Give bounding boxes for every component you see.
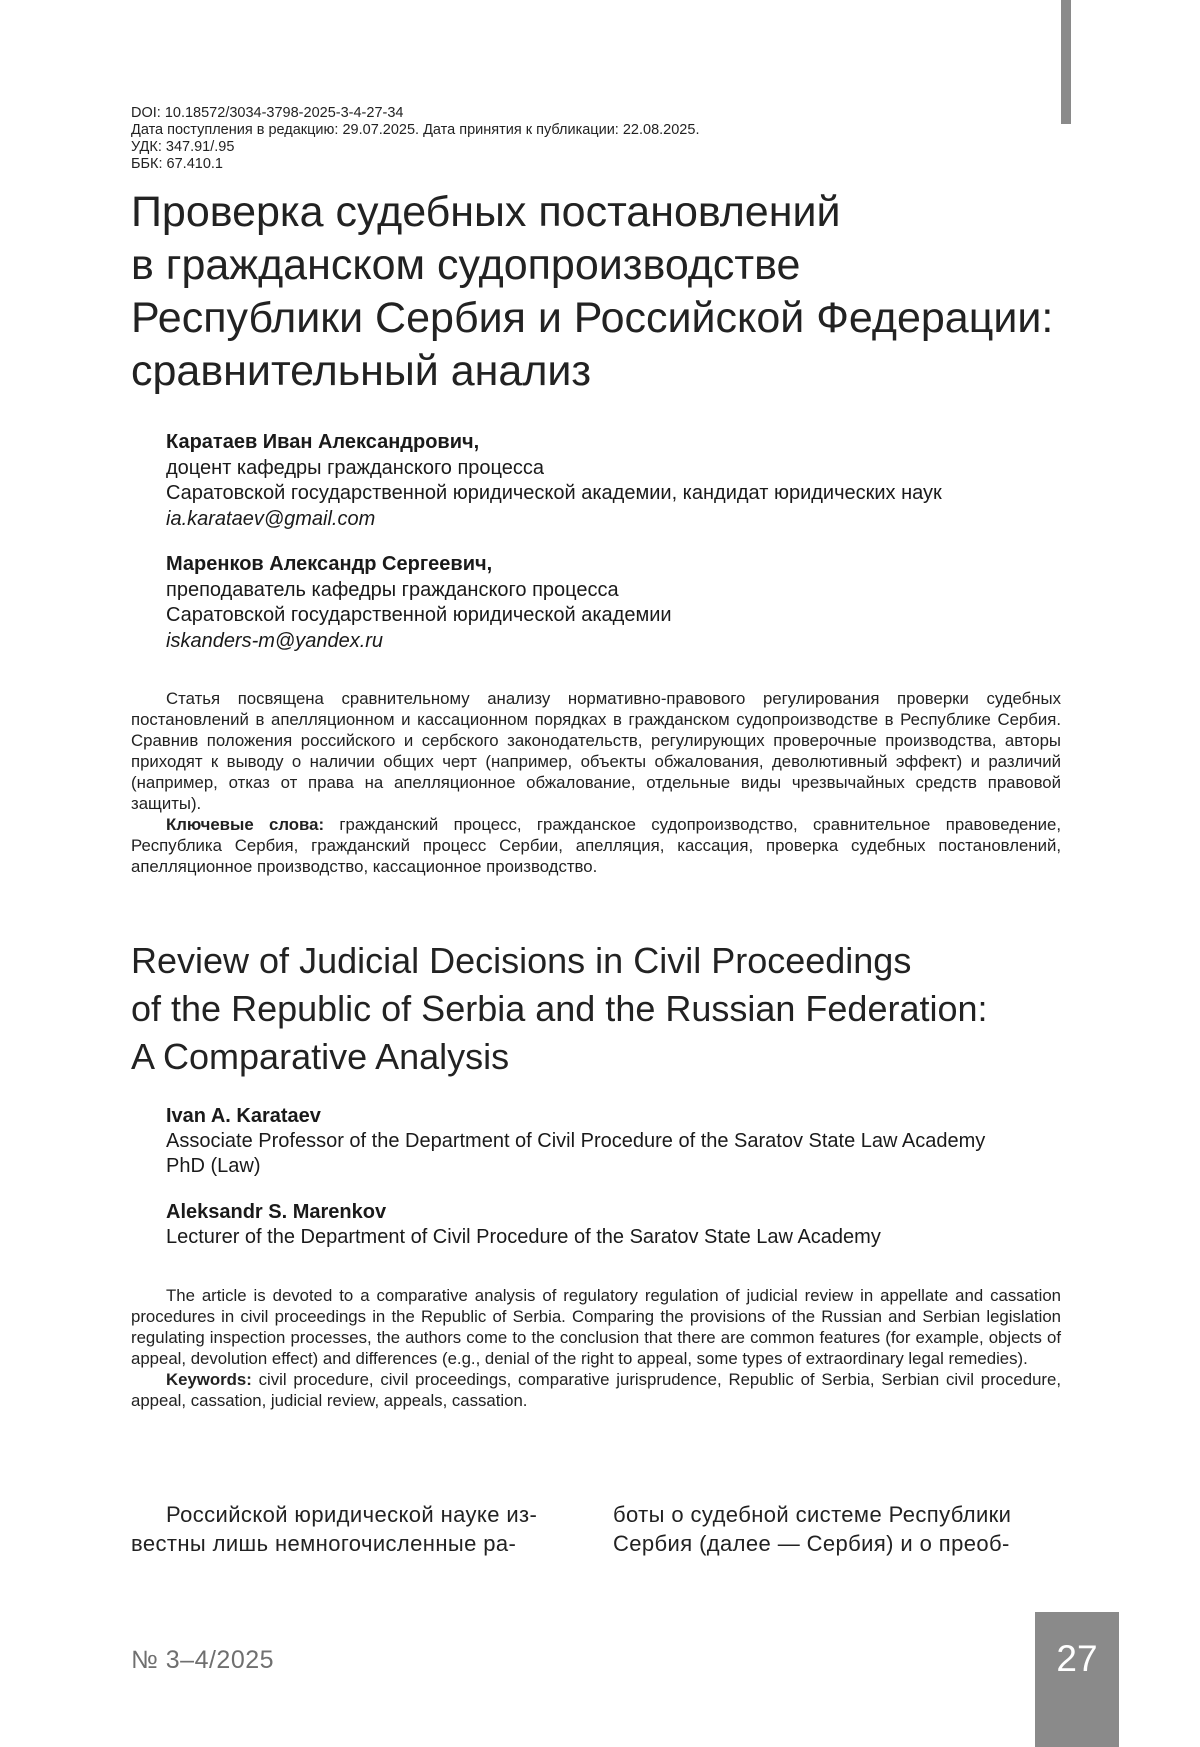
author-affiliation: преподаватель кафедры гражданского процесса [166,578,1066,604]
author-affiliation: Lecturer of the Department of Civil Procedure of the Saratov State Law Academy [166,1225,1066,1250]
udk-code: УДК: 347.91/.95 [131,139,951,156]
author-name: Aleksandr S. Marenkov [166,1200,1066,1225]
title-en-line: of the Republic of Serbia and the Russian Federation: [131,985,1091,1033]
article-title-en [131,937,1091,1081]
keywords-en [131,1369,1061,1411]
author-name: Маренков Александр Сергеевич, [166,552,1066,578]
keywords-en-list: civil procedure, civil proceedings, comparative jurisprudence, Republic of Serbia, Serbian civil procedure, appeal, cassation, judicial review, appeals, cassation. [131,1370,1061,1410]
page-number: 27 [1035,1638,1119,1680]
author-name: Ivan A. Karataev [166,1104,1066,1129]
body-line: боты о судебной системе Республики [613,1500,1063,1529]
body-line: Российской юридической науке из- [131,1500,577,1529]
keywords-ru [131,814,1061,877]
doi[interactable]: DOI: 10.18572/3034-3798-2025-3-4-27-34 [131,105,951,122]
body-column-left [131,1500,577,1558]
author-affiliation: доцент кафедры гражданского процесса [166,456,1066,482]
title-ru-line: сравнительный анализ [131,345,1091,398]
abstract-ru [131,688,1061,877]
title-en-line: Review of Judicial Decisions in Civil Proceedings [131,937,1091,985]
title-en-line: A Comparative Analysis [131,1033,1091,1081]
author-affiliation: Саратовской государственной юридической академии [166,603,1066,629]
body-line: вестны лишь немногочисленные ра- [131,1529,577,1558]
author-affiliation: Саратовской государственной юридической академии, кандидат юридических наук [166,481,1066,507]
decorative-top-bar [1061,0,1071,124]
abstract-ru-text: Статья посвящена сравнительному анализу нормативно-правового регулирования проверки судебных постановлений в апелляционном и кассационном порядках в гражданском судопроизводстве в Республике Сербия. Сравнив положения российского и сербского законодательств, регулирующих проверочные производства, авторы приходят к выводу о наличии общих черт (например, объекты обжалования, деволютивный эффект) и различий (например, отказ от права на апелляционное обжалование, отдельные виды чрезвычайных средств правовой защиты). [131,688,1061,814]
page-number-tab [1035,1612,1119,1747]
title-ru-line: Проверка судебных постановлений [131,186,1091,239]
author-en-marenkov [166,1200,1066,1250]
author-ru-marenkov [166,552,1066,654]
bbk-code: ББК: 67.410.1 [131,156,951,173]
body-line: Сербия (далее — Сербия) и о преоб- [613,1529,1063,1558]
author-email-link[interactable]: iskanders-m@yandex.ru [166,629,1066,655]
keywords-en-label: Keywords: [166,1370,252,1389]
title-ru-line: Республики Сербия и Российской Федерации: [131,292,1091,345]
submission-dates: Дата поступления в редакцию: 29.07.2025. Дата принятия к публикации: 22.08.2025. [131,122,951,139]
keywords-ru-list: гражданский процесс, гражданское судопроизводство, сравнительное правоведение, Республика Сербия, гражданский процесс Сербии, апелляция, кассация, проверка судебных постановлений, апелляционное производство, кассационное производство. [131,815,1061,876]
author-affiliation: PhD (Law) [166,1154,1066,1179]
abstract-en [131,1285,1061,1411]
author-name: Каратаев Иван Александрович, [166,430,1066,456]
author-affiliation: Associate Professor of the Department of Civil Procedure of the Saratov State Law Academy [166,1129,1066,1154]
title-ru-line: в гражданском судопроизводстве [131,239,1091,292]
keywords-ru-label: Ключевые слова: [166,815,324,834]
article-title-ru [131,186,1091,398]
author-ru-karataev [166,430,1066,532]
author-en-karataev [166,1104,1066,1179]
author-email-link[interactable]: ia.karataev@gmail.com [166,507,1066,533]
article-meta [131,105,951,173]
abstract-en-text: The article is devoted to a comparative analysis of regulatory regulation of judicial review in appellate and cassation procedures in civil proceedings in the Republic of Serbia. Comparing the provisions of the Russian and Serbian legislation regulating inspection processes, the authors come to the conclusion that there are common features (for example, objects of appeal, devolution effect) and differences (e.g., denial of the right to appeal, some types of extraordinary legal remedies). [131,1285,1061,1369]
issue-number: № 3–4/2025 [131,1646,274,1675]
body-column-right [613,1500,1063,1558]
